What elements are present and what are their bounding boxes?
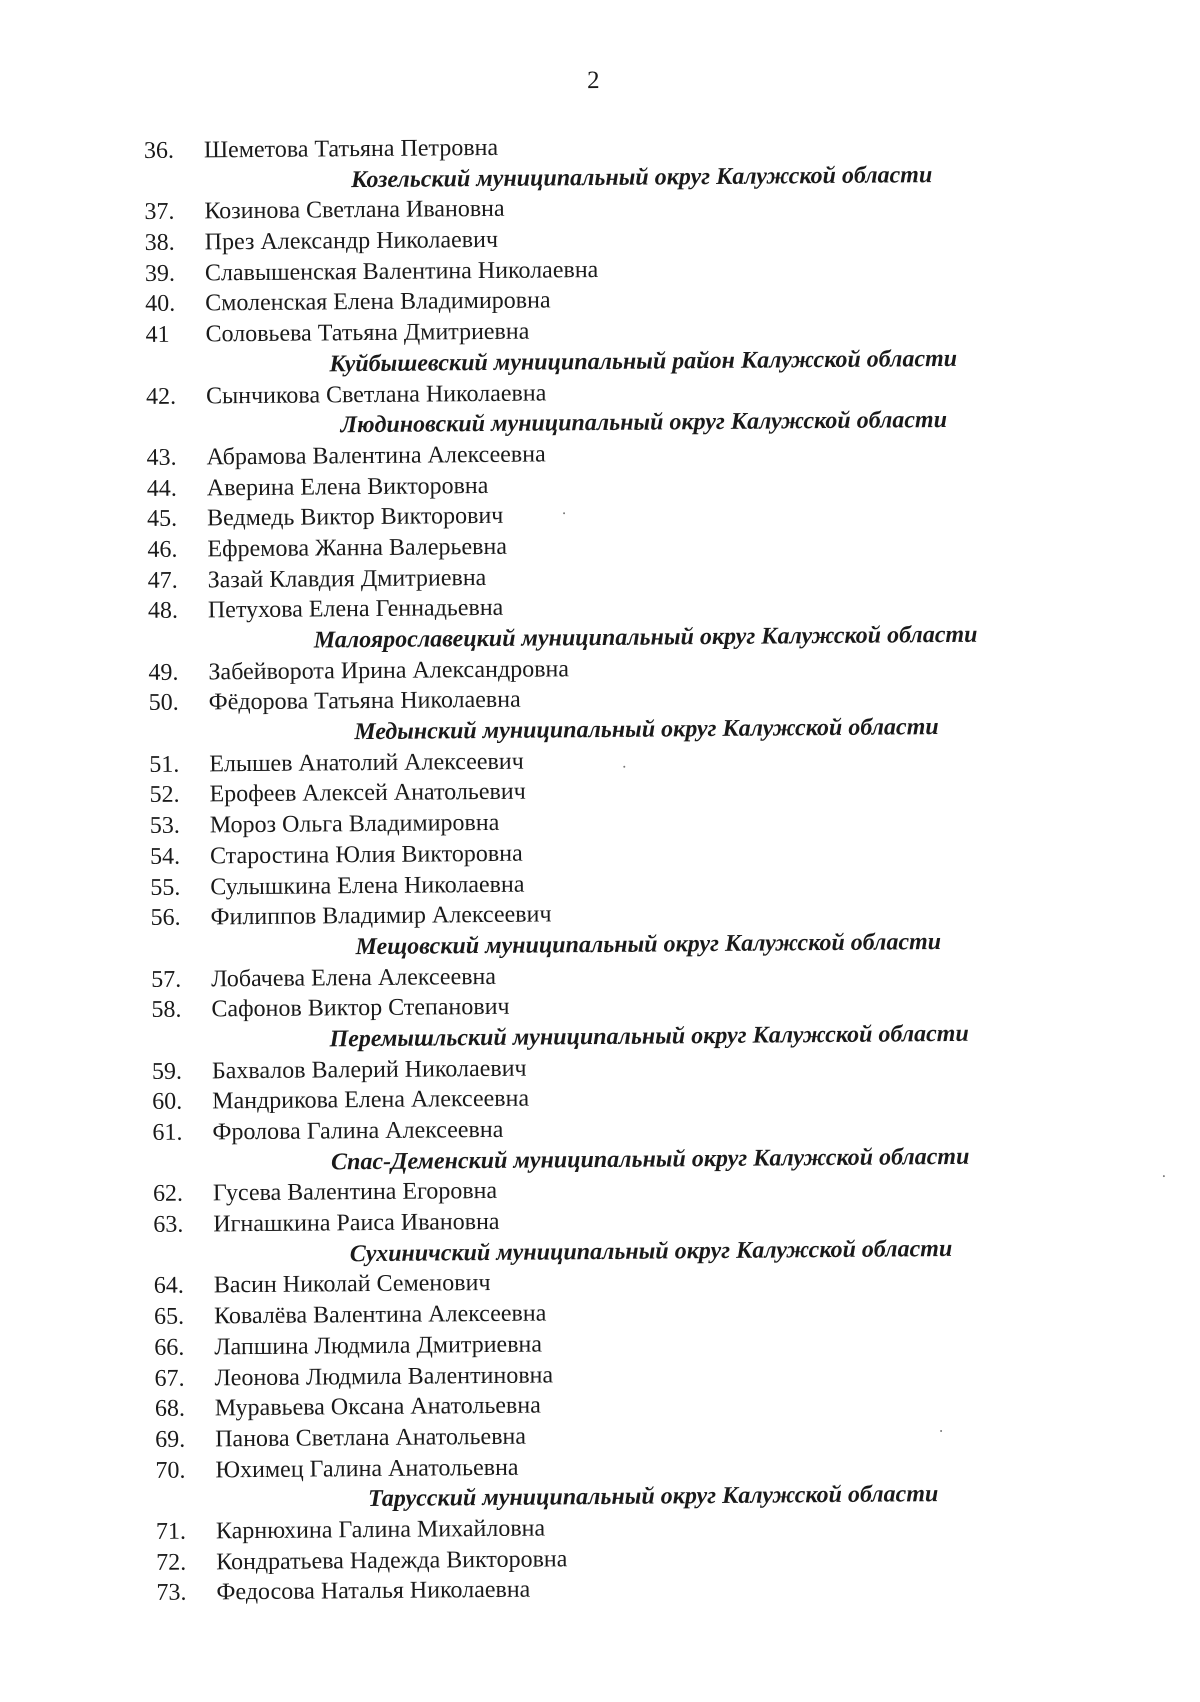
item-number: 58. <box>151 996 182 1024</box>
person-name: Васин Николай Семенович <box>213 1270 491 1299</box>
scan-speck <box>1163 1175 1165 1177</box>
person-name: Лобачева Елена Алексеевна <box>211 963 497 992</box>
person-name: Леонова Людмила Валентиновна <box>214 1361 554 1391</box>
item-number: 50. <box>148 690 179 717</box>
item-number: 71. <box>155 1518 187 1545</box>
scan-speck <box>940 1430 942 1432</box>
person-name: Фёдорова Татьяна Николаевна <box>208 687 521 716</box>
person-name: Мороз Ольга Владимировна <box>209 810 500 839</box>
person-name: Славышенская Валентина Николаевна <box>204 256 599 287</box>
person-name: Ковалёва Валентина Алексеевна <box>213 1300 547 1330</box>
scan-speck <box>563 512 565 514</box>
person-name: Юхимец Галина Анатольевна <box>215 1454 519 1483</box>
item-number: 73. <box>156 1579 187 1607</box>
item-number: 55. <box>150 874 181 901</box>
item-number: 43. <box>146 444 177 471</box>
person-name: Ерофеев Алексей Анатольевич <box>209 779 526 808</box>
person-name: Аверина Елена Викторовна <box>206 472 489 501</box>
person-name: Гусева Валентина Егоровна <box>212 1178 498 1207</box>
person-name: Карнюхина Галина Михайловна <box>215 1515 546 1545</box>
person-name: Забейворота Ирина Александровна <box>208 655 570 686</box>
item-number: 49. <box>148 659 179 686</box>
district-heading: Козельский муниципальный округ Калужской области <box>350 161 933 193</box>
person-name: Игнашкина Раиса Ивановна <box>213 1208 500 1238</box>
district-heading: Куйбышевский муниципальный район Калужской области <box>329 345 958 378</box>
person-name: Фролова Галина Алексеевна <box>212 1116 504 1146</box>
item-number: 40. <box>145 291 176 318</box>
person-name: Соловьева Татьяна Дмитриевна <box>205 318 530 348</box>
item-number: 38. <box>144 229 175 257</box>
person-name: Сынчикова Светлана Николаевна <box>205 379 547 409</box>
item-number: 57. <box>151 966 182 993</box>
district-heading: Мещовский муниципальный округ Калужской области <box>355 928 942 961</box>
item-number: 72. <box>156 1549 187 1576</box>
person-name: Федосова Наталья Николаевна <box>216 1576 531 1606</box>
item-number: 64. <box>153 1273 184 1300</box>
item-number: 65. <box>153 1303 185 1331</box>
item-number: 53. <box>149 812 180 840</box>
member-list <box>0 127 1200 1610</box>
item-number: 48. <box>147 597 179 625</box>
item-number: 36. <box>143 137 175 164</box>
person-name: Петухова Елена Геннадьевна <box>207 595 504 624</box>
person-name: Панова Светлана Анатольевна <box>215 1423 527 1453</box>
item-number: 41 <box>145 321 170 349</box>
person-name: Сулышкина Елена Николаевна <box>210 871 525 900</box>
person-name: Мандрикова Елена Алексеевна <box>212 1085 530 1115</box>
person-name: Кондратьева Надежда Викторовна <box>216 1545 568 1576</box>
item-number: 52. <box>149 782 180 809</box>
item-number: 59. <box>151 1058 183 1085</box>
item-number: 47. <box>147 567 178 594</box>
person-name: Филиппов Владимир Алексеевич <box>210 901 552 931</box>
item-number: 56. <box>150 904 181 932</box>
item-number: 62. <box>152 1181 184 1208</box>
person-name: Старостина Юлия Викторовна <box>209 840 523 870</box>
person-name: Шеметова Татьяна Петровна <box>203 134 499 164</box>
item-number: 66. <box>154 1334 185 1361</box>
item-number: 39. <box>144 260 176 287</box>
district-heading: Спас-Деменский муниципальный округ Калужской области <box>330 1143 970 1176</box>
item-number: 46. <box>147 536 178 563</box>
item-number: 69. <box>155 1426 186 1453</box>
person-name: Козинова Светлана Ивановна <box>204 196 505 225</box>
district-heading: Сухиничский муниципальный округ Калужской области <box>349 1235 953 1267</box>
item-number: 67. <box>154 1365 185 1392</box>
person-name: Ведмедь Виктор Викторович <box>206 503 504 532</box>
person-name: Бахвалов Валерий Николаевич <box>211 1055 527 1085</box>
person-name: Смоленская Елена Владимировна <box>205 287 551 317</box>
district-heading: Медынский муниципальный округ Калужской области <box>354 714 939 746</box>
page-number: 2 <box>586 66 600 95</box>
person-name: Ефремова Жанна Валерьевна <box>207 533 508 563</box>
item-number: 70. <box>155 1457 186 1484</box>
item-number: 37. <box>144 199 175 226</box>
person-name: Зазай Клавдия Дмитриевна <box>207 564 487 594</box>
district-heading: Малоярославецкий муниципальный округ Калужской области <box>313 621 978 654</box>
item-number: 42. <box>145 383 177 410</box>
person-name: Сафонов Виктор Степанович <box>211 994 510 1023</box>
district-heading: Людиновский муниципальный округ Калужской области <box>340 407 948 439</box>
scan-speck <box>623 766 625 768</box>
person-name: Муравьева Оксана Анатольевна <box>214 1392 541 1422</box>
item-number: 45. <box>146 505 178 533</box>
person-name: През Александр Николаевич <box>204 226 499 256</box>
item-number: 68. <box>154 1395 185 1423</box>
person-name: Елышев Анатолий Алексеевич <box>209 748 524 778</box>
item-number: 51. <box>149 751 180 778</box>
person-name: Лапшина Людмила Дмитриевна <box>214 1331 543 1361</box>
district-heading: Тарусский муниципальный округ Калужской области <box>367 1481 939 1513</box>
person-name: Абрамова Валентина Алексеевна <box>206 441 546 471</box>
item-number: 54. <box>149 843 181 870</box>
item-number: 61. <box>152 1119 183 1146</box>
district-heading: Перемышльский муниципальный округ Калужской области <box>329 1020 969 1053</box>
item-number: 63. <box>153 1211 184 1238</box>
item-number: 60. <box>152 1088 183 1116</box>
item-number: 44. <box>146 475 177 502</box>
